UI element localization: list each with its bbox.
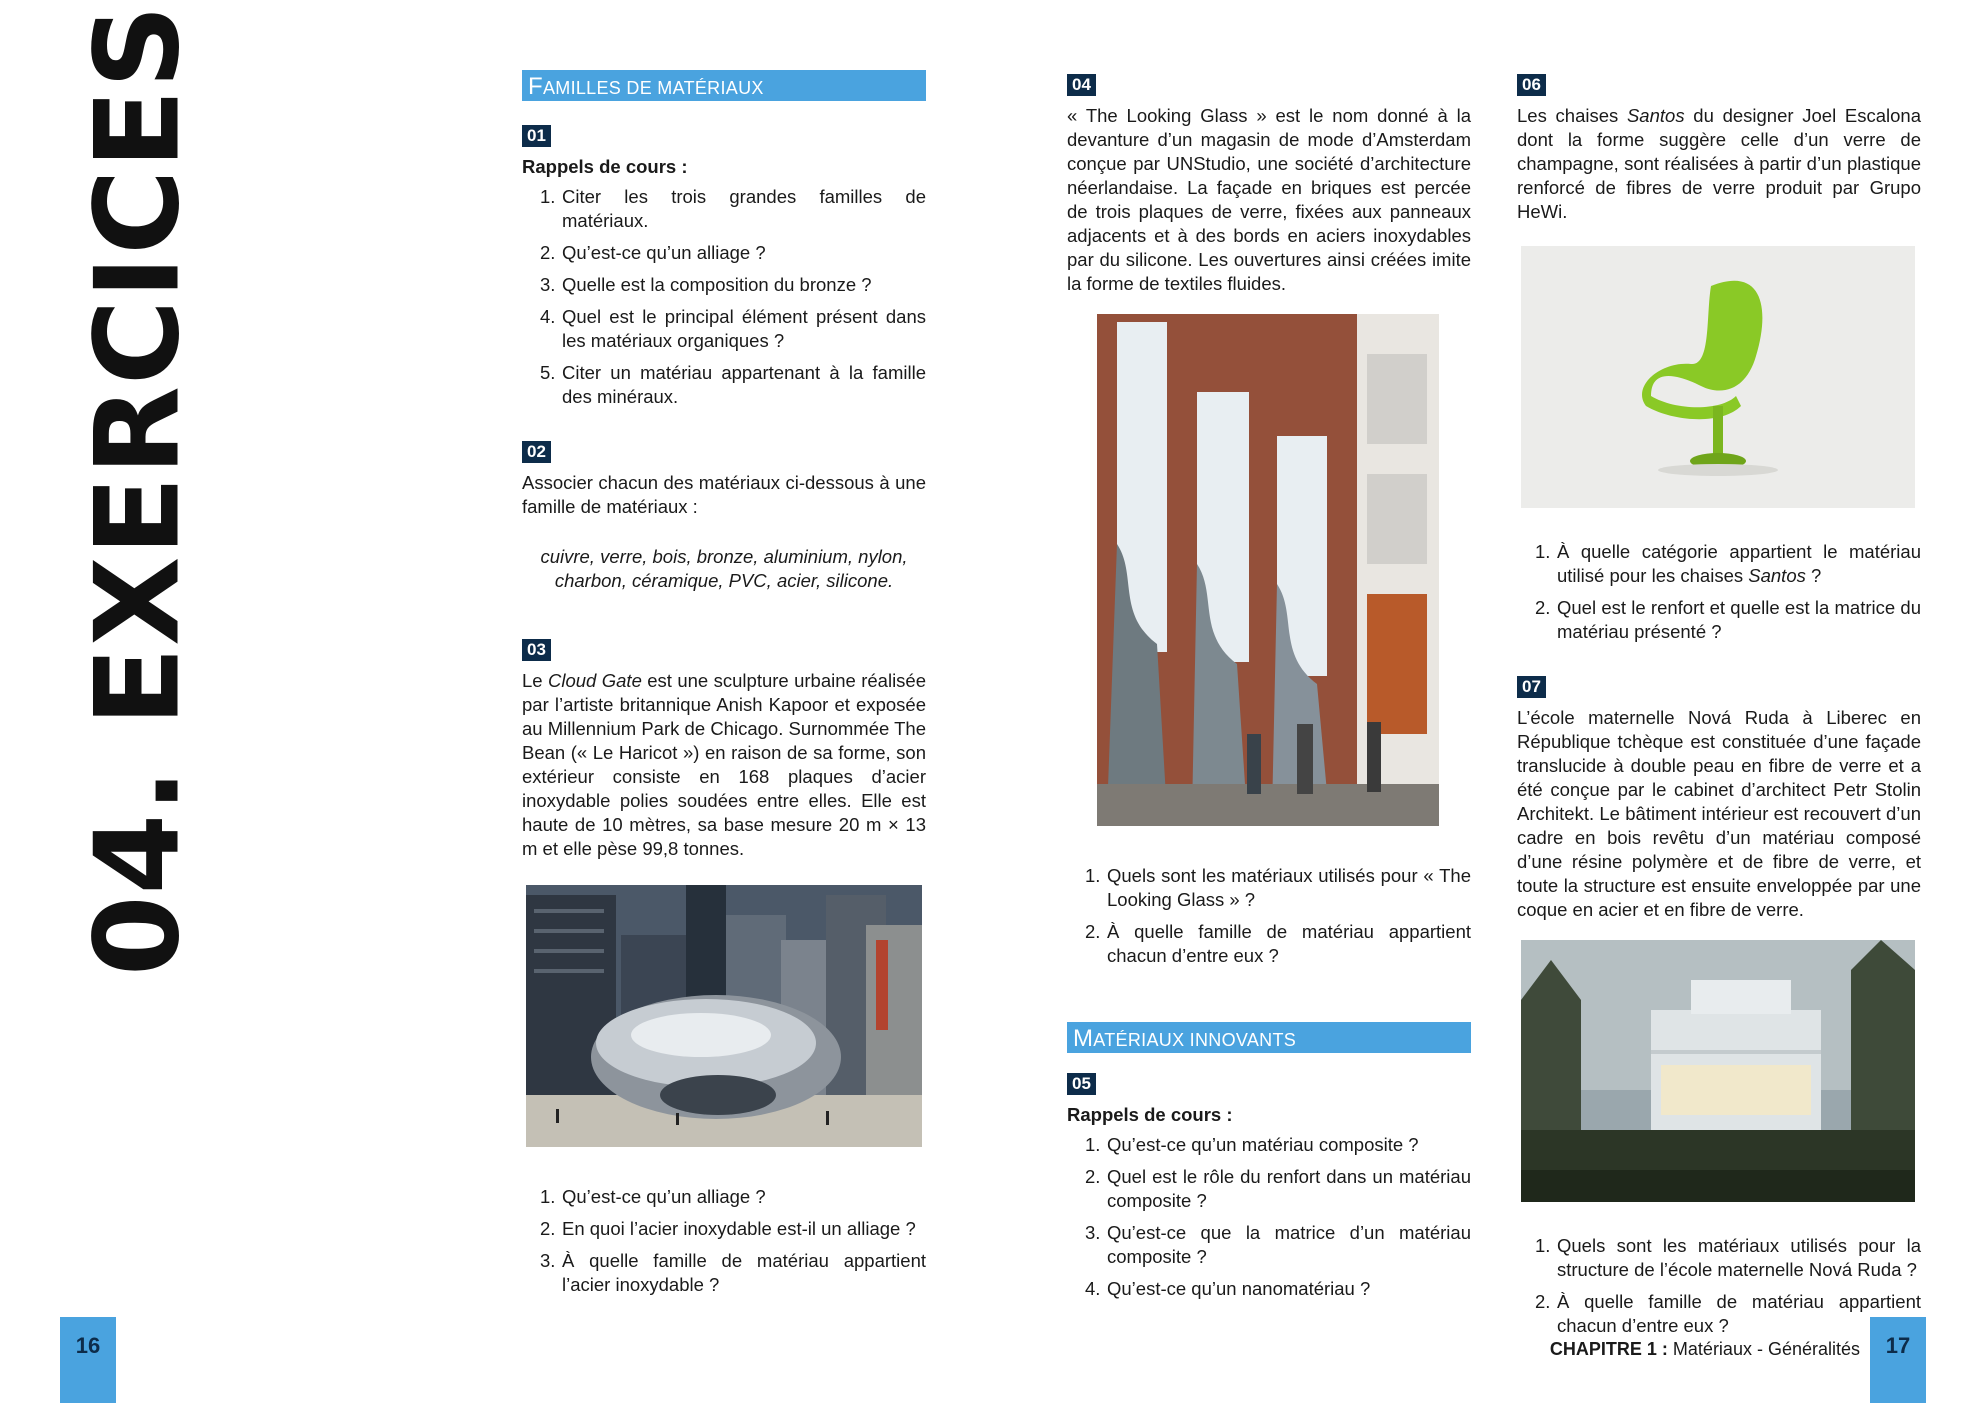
question-list (1067, 864, 1471, 968)
exercise-02 (522, 439, 926, 593)
nova-ruda-school-photo (1521, 940, 1915, 1202)
exercise-text: L’école maternelle Nová Ruda à Liberec en République tchèque est constituée d’une façade translucide à double peau en fibre de verre et a été conçue par le cabinet d’architect Petr Stolin Architekt. Le bâtiment intérieur est recouvert d’un cadre en bois revêtu d’un matériau composé d’une résine polymère et de fibre de verre, et toute la structure est ensuite enveloppée par une coque en acier et en fibre de verre. (1517, 707, 1921, 920)
chapter-title-text: 04. EXERCICES (70, 3, 206, 977)
question-list (1517, 540, 1921, 644)
question-item: 3. À quelle famille de matériau appartient l’acier inoxydable ? (540, 1250, 926, 1295)
exercise-text: Le Cloud Gate est une sculpture urbaine réalisée par l’artiste britannique Anish Kapoor et exposée au Millennium Park de Chicago. Surnommée The Bean (« Le Haricot ») en raison de sa forme, son extérieur consiste en 168 plaques d’acier inoxydable polies soudées entre elles. Elle est haute de 10 mètres, sa base mesure 20 m × 13 m et elle pèse 99,8 tonnes. (522, 670, 927, 859)
question-list (1517, 1234, 1921, 1338)
question-item: 1. Citer les trois grandes familles de matériaux. (540, 186, 926, 231)
question-item: 2. En quoi l’acier inoxydable est-il un alliage ? (540, 1218, 916, 1239)
exercise-subhead: Rappels de cours : (1067, 1104, 1233, 1125)
exercise-text: « The Looking Glass » est le nom donné à la devanture d’un magasin de mode d’Amsterdam conçue par UNStudio, une société d’architecture néerlandaise. La façade en briques est percée de trois plaques de verre, fixées aux panneaux adjacents et à des bords en aciers inoxydables par du silicone. Les ouvertures ainsi créées imite la forme de textiles fluides. (1067, 105, 1471, 294)
materials-list: cuivre, verre, bois, bronze, aluminium, nylon, charbon, céramique, PVC, acier, silicone. (540, 546, 908, 591)
question-item: 2. À quelle famille de matériau appartient chacun d’entre eux ? (1535, 1291, 1921, 1336)
column-left (522, 70, 926, 1327)
question-item: 2. Quel est le rôle du renfort dans un matériau composite ? (1085, 1166, 1471, 1211)
page-number-right: 17 (1870, 1317, 1926, 1403)
exercise-number: 02 (522, 441, 551, 463)
exercise-06 (1517, 72, 1921, 644)
column-right (1517, 72, 1921, 1368)
question-item: 2. Qu’est-ce qu’un alliage ? (540, 242, 766, 263)
exercise-number: 07 (1517, 676, 1546, 698)
exercise-subhead: Rappels de cours : (522, 156, 688, 177)
question-list (522, 1185, 926, 1297)
exercise-07 (1517, 674, 1921, 1338)
section-header-familles: FAMILLES DE MATÉRIAUX (522, 70, 926, 101)
question-item: 1. Quels sont les matériaux utilisés pour la structure de l’école maternelle Nová Ruda ? (1535, 1235, 1921, 1280)
exercise-number: 01 (522, 125, 551, 147)
looking-glass-photo (1097, 314, 1439, 826)
question-item: 4. Quel est le principal élément présent dans les matériaux organiques ? (540, 306, 926, 351)
question-item: 4. Qu’est-ce qu’un nanomatériau ? (1085, 1278, 1371, 1299)
chapter-footer (1550, 1339, 1860, 1360)
question-item: 3. Quelle est la composition du bronze ? (540, 274, 872, 295)
exercise-number: 04 (1067, 74, 1096, 96)
question-item: 1. Quels sont les matériaux utilisés pour « The Looking Glass » ? (1085, 865, 1471, 910)
exercise-text: Associer chacun des matériaux ci-dessous à une famille de matériaux : (522, 472, 926, 517)
question-list (1067, 1133, 1471, 1301)
question-item: 2. Quel est le renfort et quelle est la matrice du matériau présenté ? (1535, 597, 1921, 642)
section-header-innovants: MATÉRIAUX INNOVANTS (1067, 1022, 1471, 1053)
exercise-05 (1067, 1071, 1471, 1301)
exercise-number: 06 (1517, 74, 1546, 96)
question-item: 2. À quelle famille de matériau appartient chacun d’entre eux ? (1085, 921, 1471, 966)
cloud-gate-photo (526, 885, 922, 1147)
exercise-number: 03 (522, 639, 551, 661)
exercise-03 (522, 637, 926, 1297)
question-item: 1. Qu’est-ce qu’un matériau composite ? (1085, 1134, 1419, 1155)
question-item: 5. Citer un matériau appartenant à la famille des minéraux. (540, 362, 926, 407)
exercise-text: Les chaises Santos du designer Joel Escalona dont la forme suggère celle d’un verre de champagne, sont réalisées à partir d’un plastique renforcé de fibres de verre produit par Grupo HeWi. (1517, 105, 1921, 222)
santos-chair-photo (1521, 246, 1915, 508)
exercise-04 (1067, 72, 1471, 968)
page-number-left: 16 (60, 1317, 116, 1403)
question-item: 1. Qu’est-ce qu’un alliage ? (540, 1186, 766, 1207)
exercise-01 (522, 123, 926, 409)
chapter-title: Matériaux - Généralités (1672, 1339, 1860, 1359)
column-middle (1067, 72, 1471, 1331)
chapter-label: CHAPITRE 1 : (1549, 1339, 1668, 1359)
chapter-title-vertical (70, 3, 206, 977)
question-item: 3. Qu’est-ce que la matrice d’un matériau composite ? (1085, 1222, 1471, 1267)
question-item: 1. À quelle catégorie appartient le matériau utilisé pour les chaises Santos ? (1535, 541, 1921, 586)
question-list (522, 185, 926, 409)
exercise-number: 05 (1067, 1073, 1096, 1095)
